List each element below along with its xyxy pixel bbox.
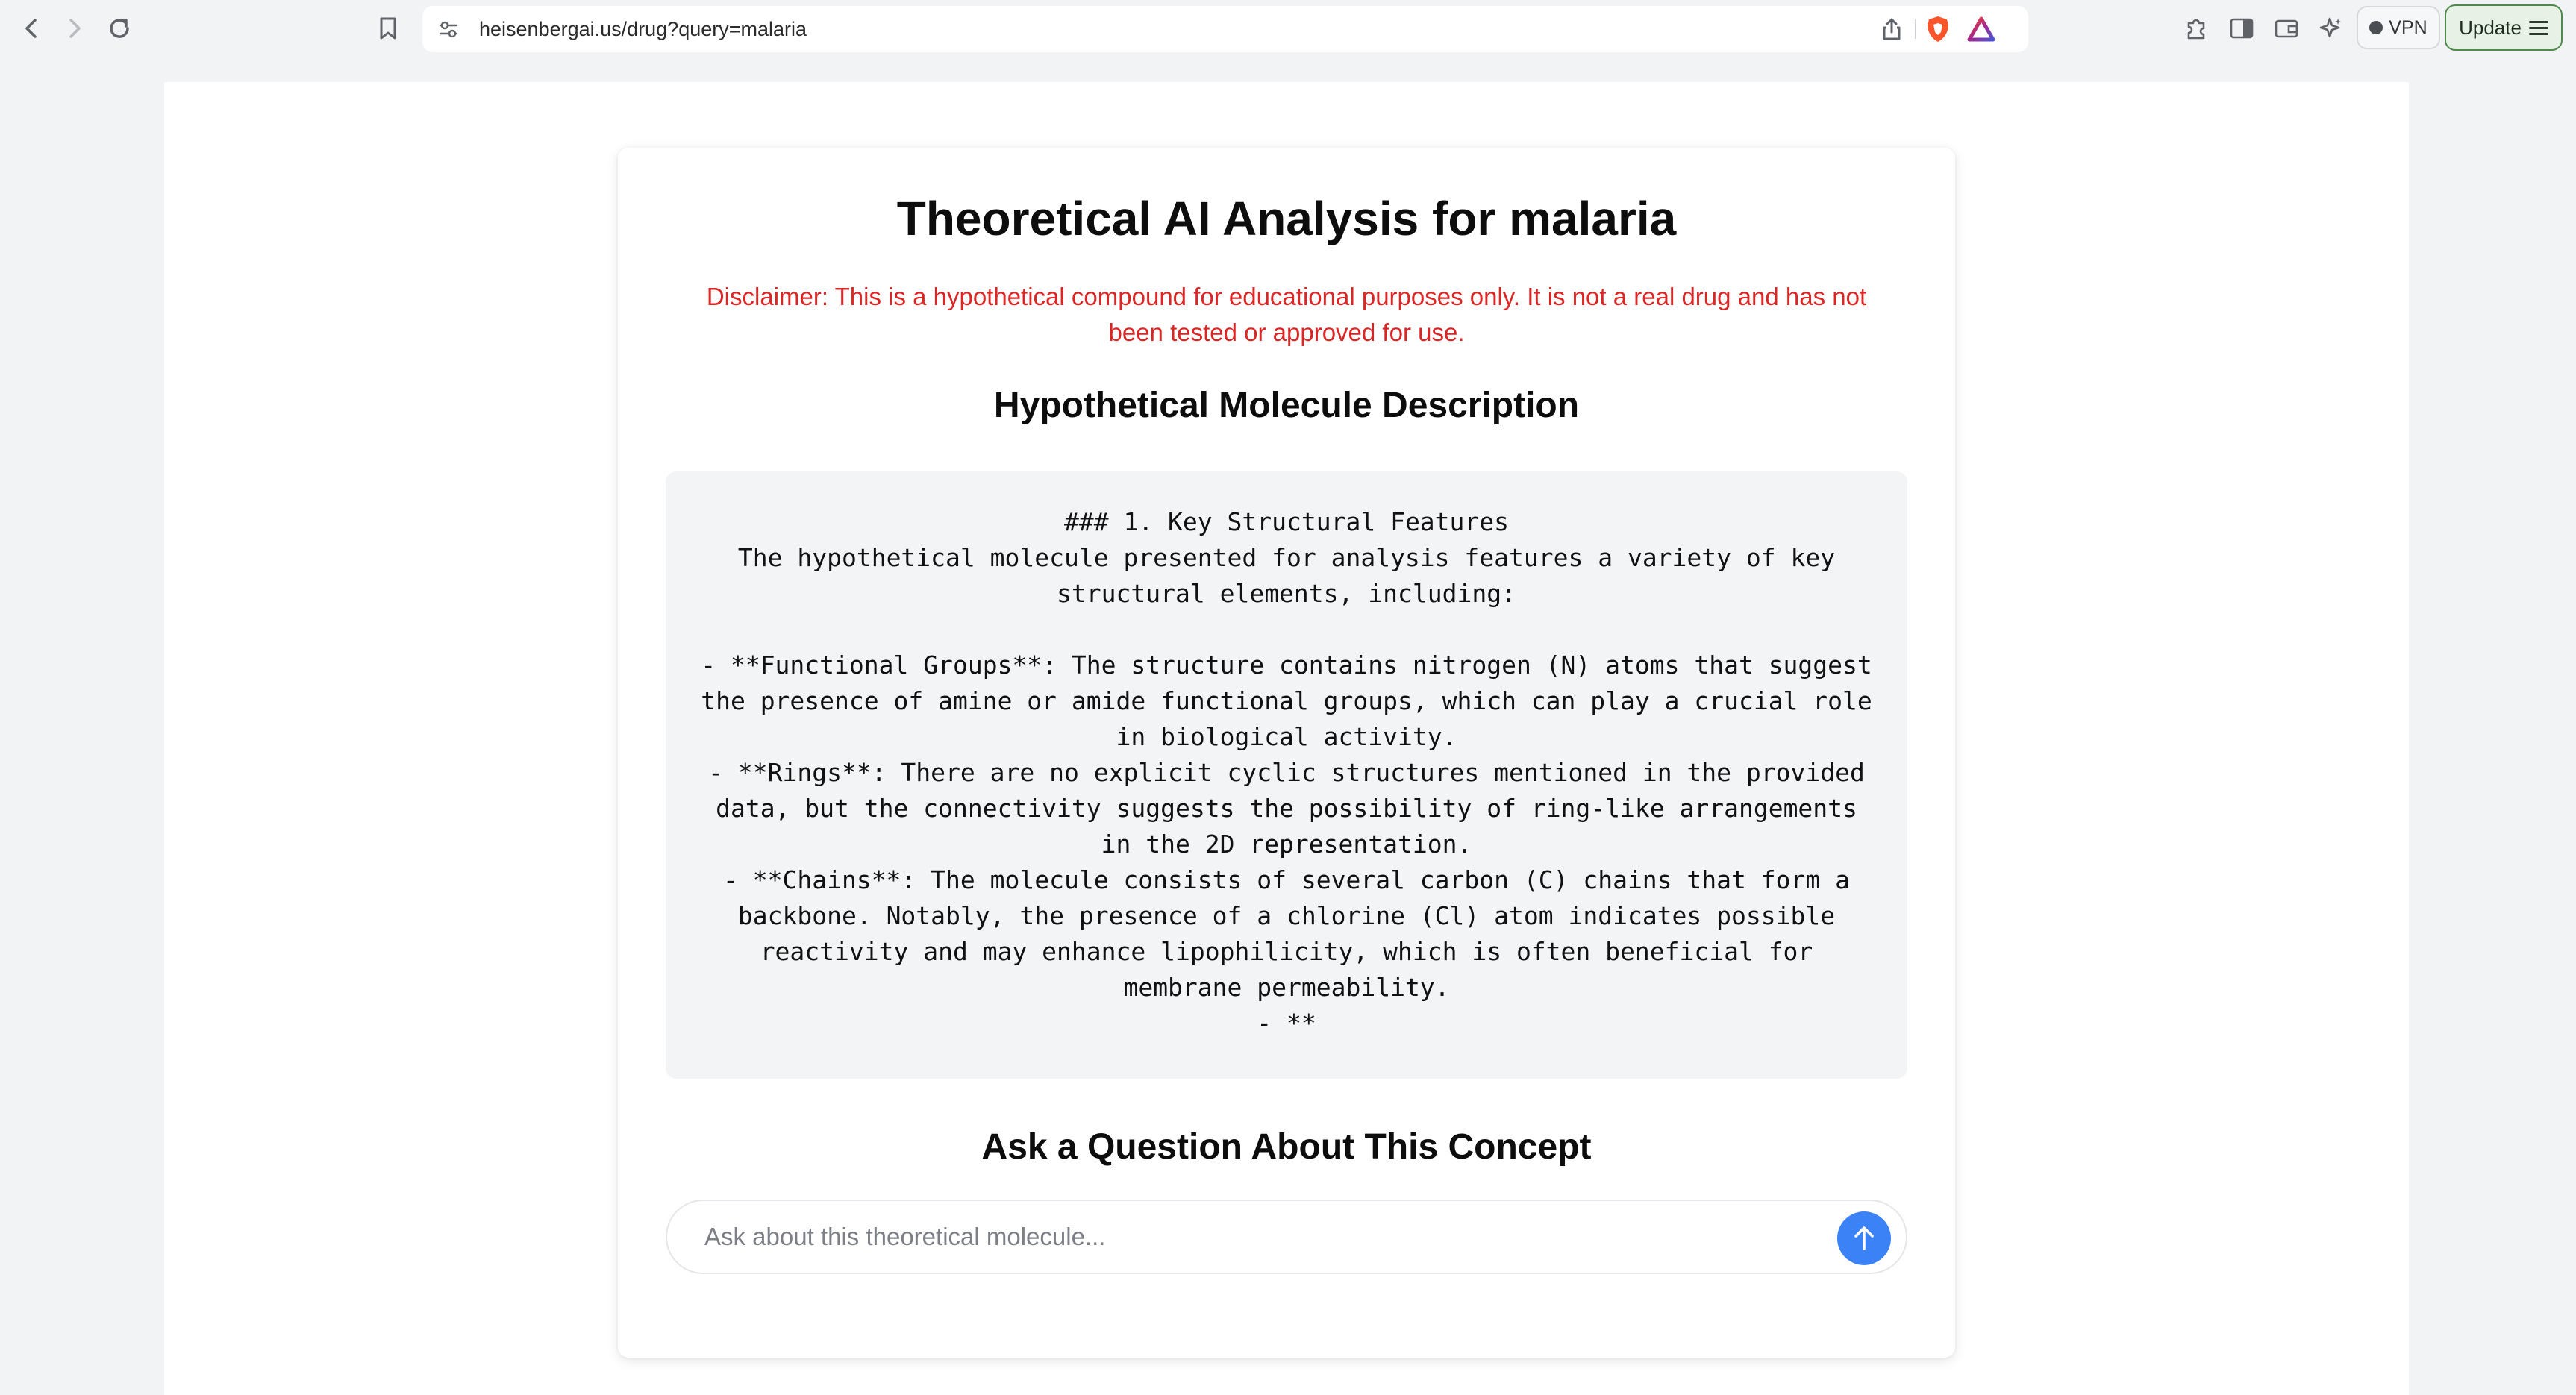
reload-icon[interactable] xyxy=(103,12,136,45)
brave-rewards-icon[interactable] xyxy=(1966,13,1997,45)
extensions-icon[interactable] xyxy=(2180,12,2213,45)
browser-toolbar xyxy=(0,0,2576,57)
description-text: ### 1. Key Structural Features The hypothetical molecule presented for analysis features a variety of key structural elements, including: - **Functional Groups**: The structure contains nitrogen (N) atoms that suggest the presence of amine or amide functional groups, which can play a crucial role in biological activity. - **Rings**: There are no explicit cyclic structures mentioned in the provided data, but the connectivity suggests the possibility of ring-like arrangements in the 2D representation. - **Chains**: The molecule consists of several carbon (C) chains that form a backbone. Notably, the presence of a chlorine (Cl) atom indicates possible reactivity and may enhance lipophilicity, which is often beneficial for membrane permeability. - ** xyxy=(701,507,1872,1038)
sidebar-icon[interactable] xyxy=(2225,12,2258,45)
send-button[interactable] xyxy=(1837,1211,1891,1265)
question-heading: Ask a Question About This Concept xyxy=(981,1127,1592,1167)
description-heading: Hypothetical Molecule Description xyxy=(993,386,1580,425)
vpn-status-icon xyxy=(2369,21,2383,34)
wallet-icon[interactable] xyxy=(2270,12,2303,45)
vpn-label: VPN xyxy=(2389,16,2427,38)
forward-icon[interactable] xyxy=(60,13,90,43)
brave-shields-icon[interactable] xyxy=(1922,13,1954,45)
share-icon[interactable] xyxy=(1878,15,1906,43)
question-input-container xyxy=(666,1200,1907,1274)
disclaimer-text: Disclaimer: This is a hypothetical compound for educational purposes only. It is not a real drug and has not been tested or approved for use. xyxy=(706,283,1867,346)
site-settings-icon[interactable] xyxy=(434,15,463,43)
leo-ai-icon[interactable] xyxy=(2315,12,2348,45)
back-icon[interactable] xyxy=(16,13,46,43)
vpn-button[interactable] xyxy=(2357,6,2440,49)
page-content xyxy=(164,82,2409,1395)
toolbar-divider xyxy=(1915,19,1916,39)
update-button[interactable] xyxy=(2445,4,2563,51)
description-box xyxy=(666,471,1907,1079)
arrow-up-icon xyxy=(1851,1224,1878,1253)
update-label: Update xyxy=(2459,16,2522,39)
url-text[interactable]: heisenbergai.us/drug?query=malaria xyxy=(479,18,807,40)
menu-icon xyxy=(2529,21,2548,35)
analysis-card xyxy=(618,148,1955,1358)
page-title: Theoretical AI Analysis for malaria xyxy=(896,192,1677,245)
bookmark-icon[interactable] xyxy=(373,13,403,43)
question-input[interactable] xyxy=(703,1201,1778,1273)
address-bar[interactable] xyxy=(422,6,2028,52)
